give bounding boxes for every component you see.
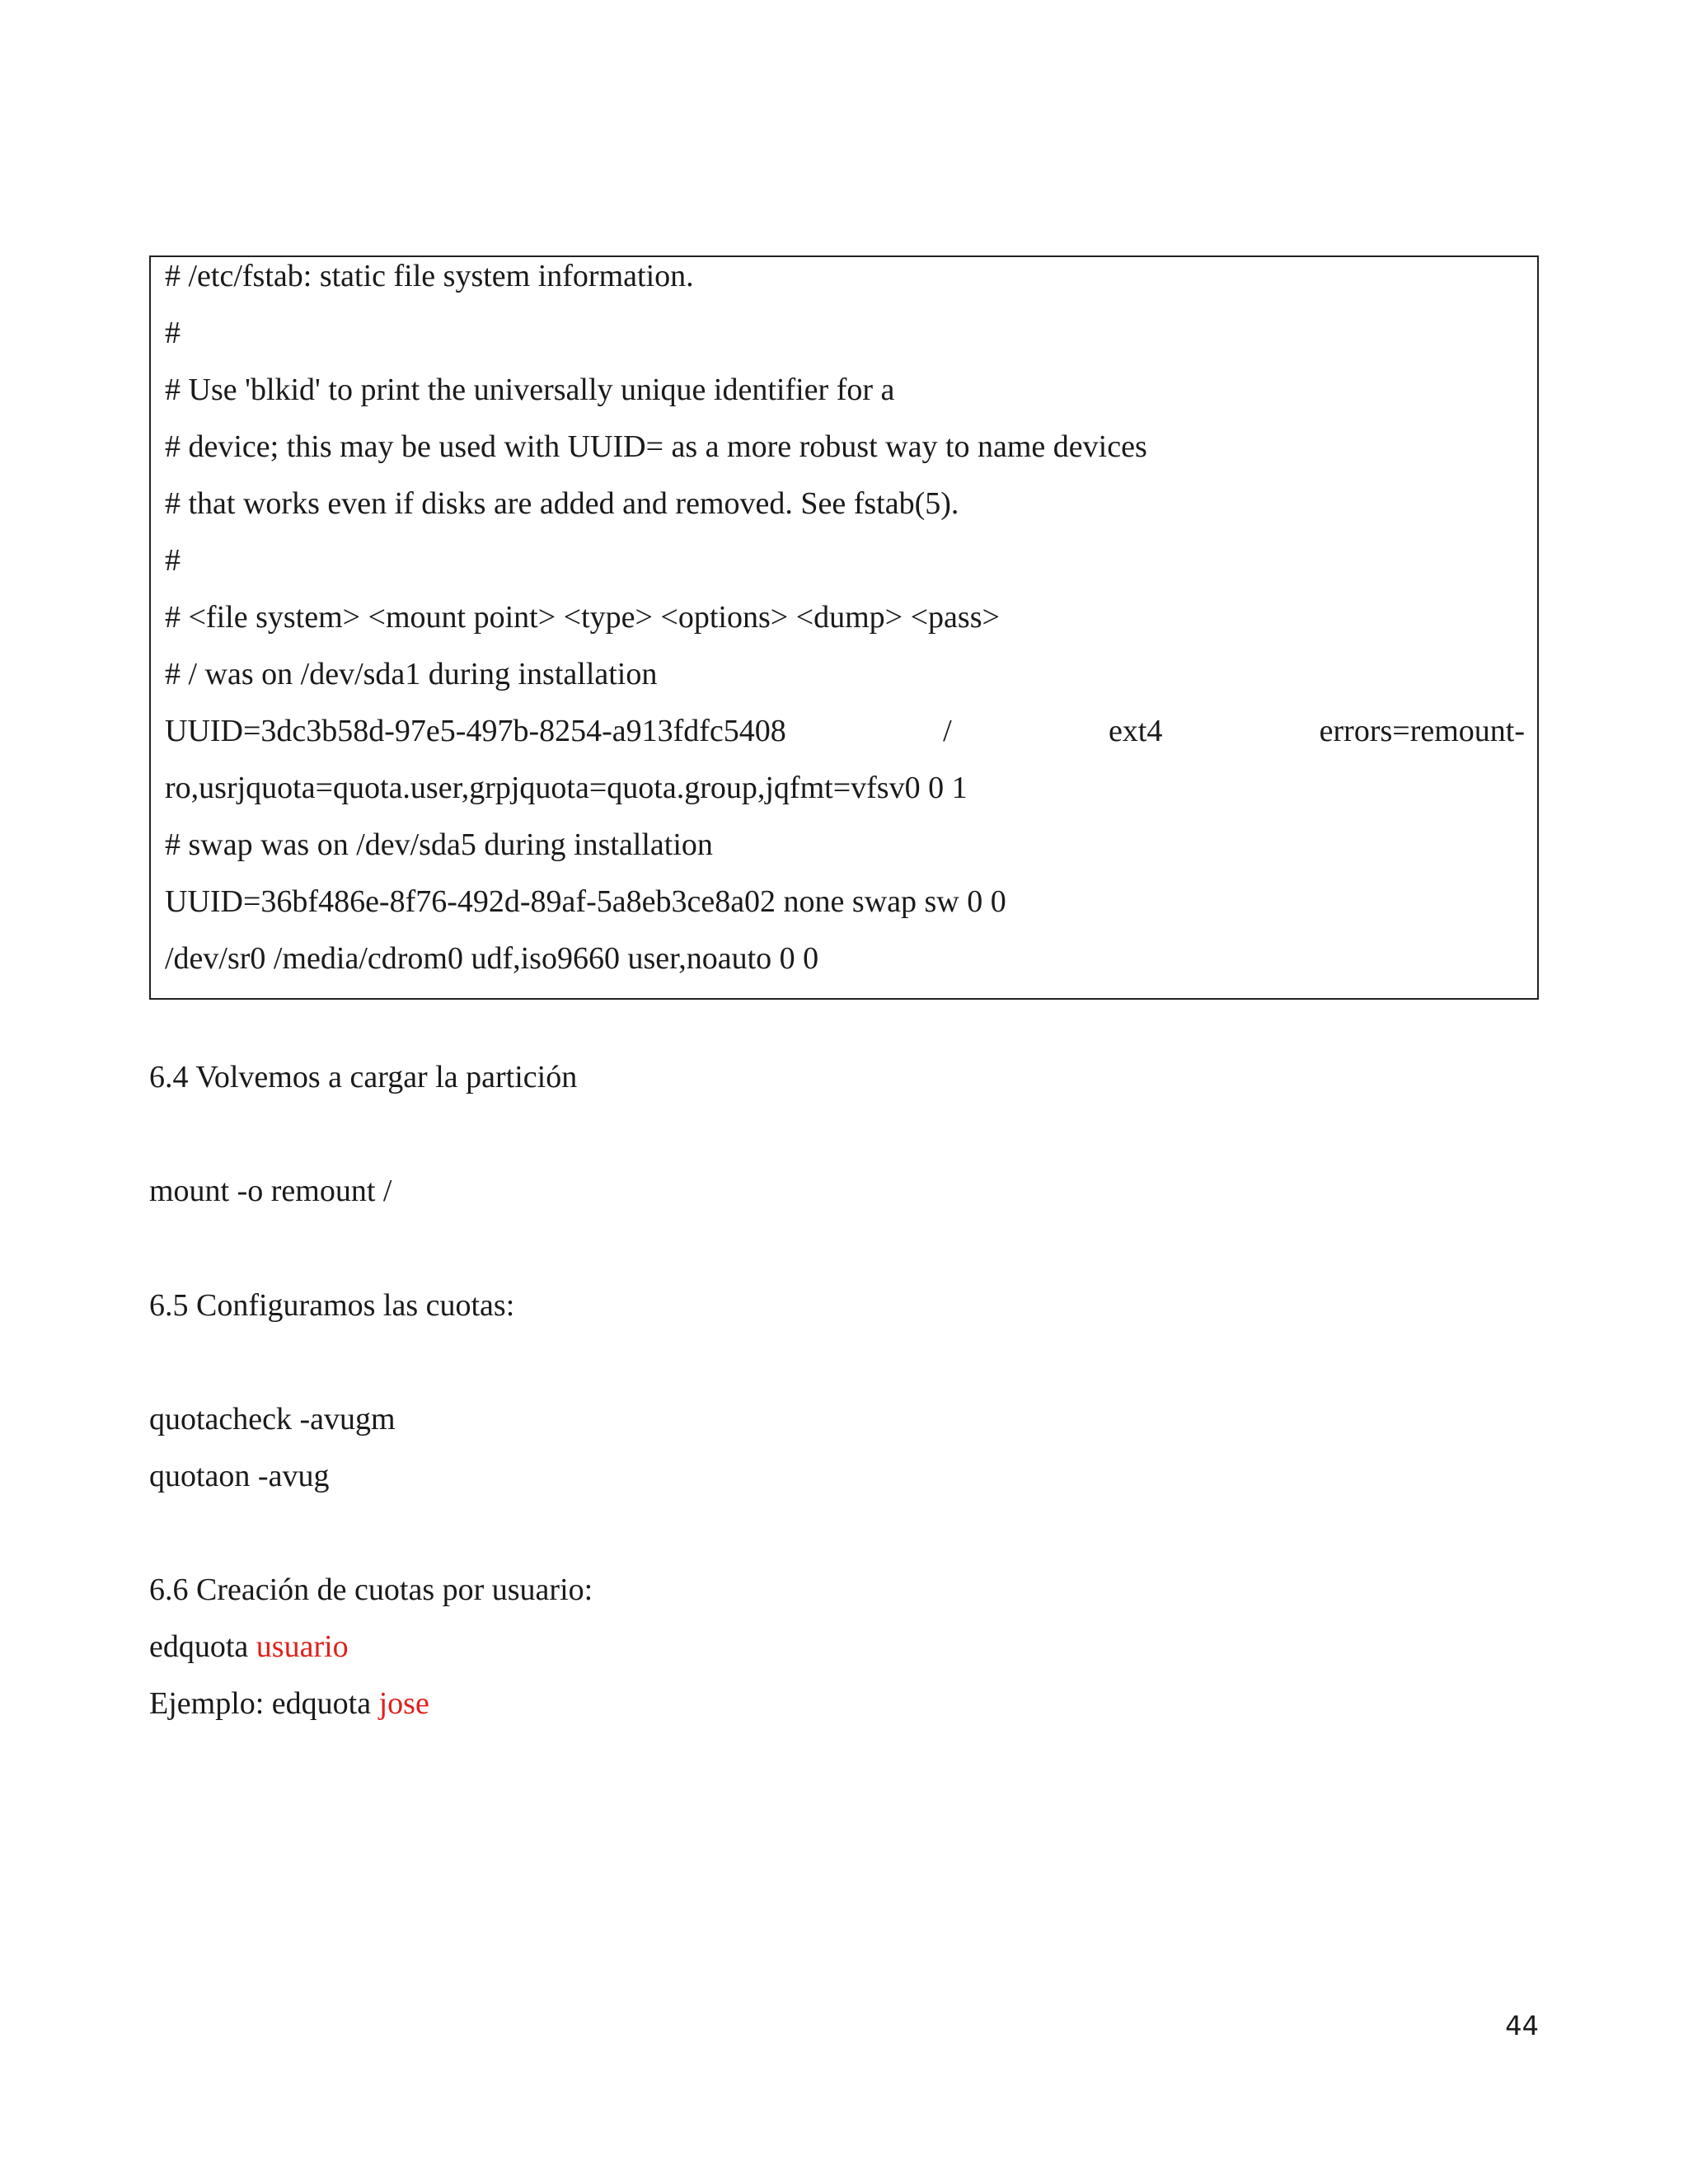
edquota-user-placeholder: usuario: [256, 1629, 349, 1664]
root-mount-point: /: [943, 714, 952, 748]
fstab-line: # <file system> <mount point> <type> <options> <dump> <pass>: [165, 600, 1000, 635]
fstab-swap-entry: UUID=36bf486e-8f76-492d-89af-5a8eb3ce8a02 none swap sw 0 0: [165, 884, 1006, 919]
root-fs-type: ext4: [1108, 714, 1163, 748]
fstab-line: # /etc/fstab: static file system information.: [165, 259, 694, 293]
edquota-command: [149, 1627, 349, 1666]
edquota-command-text: edquota: [149, 1629, 256, 1664]
edquota-example: [149, 1684, 429, 1723]
root-options-start: errors=remount-: [1319, 714, 1525, 748]
edquota-example-user: jose: [378, 1686, 429, 1721]
quotaon-command: quotaon -avug: [149, 1459, 330, 1493]
root-uuid: UUID=3dc3b58d-97e5-497b-8254-a913fdfc5408: [165, 714, 786, 748]
fstab-line: #: [165, 316, 181, 350]
quotacheck-command: quotacheck -avugm: [149, 1402, 396, 1436]
fstab-line: # device; this may be used with UUID= as a more robust way to name devices: [165, 429, 1147, 464]
fstab-cdrom-entry: /dev/sr0 /media/cdrom0 udf,iso9660 user,noauto 0 0: [165, 941, 819, 976]
fstab-swap-comment: # swap was on /dev/sda5 during installation: [165, 827, 713, 862]
fstab-line: # / was on /dev/sda1 during installation: [165, 657, 658, 691]
section-6-4-heading: 6.4 Volvemos a cargar la partición: [149, 1060, 578, 1094]
fstab-line: # Use 'blkid' to print the universally unique identifier for a: [165, 373, 895, 407]
fstab-line: # that works even if disks are added and removed. See fstab(5).: [165, 486, 959, 521]
fstab-line: #: [165, 543, 181, 578]
page-number: 44: [1505, 2010, 1539, 2041]
fstab-root-options: ro,usrjquota=quota.user,grpjquota=quota.group,jqfmt=vfsv0 0 1: [165, 771, 968, 805]
section-6-5-heading: 6.5 Configuramos las cuotas:: [149, 1288, 515, 1323]
edquota-example-text: Ejemplo: edquota: [149, 1686, 379, 1721]
section-6-6-heading: 6.6 Creación de cuotas por usuario:: [149, 1572, 593, 1607]
remount-command: mount -o remount /: [149, 1174, 392, 1208]
fstab-root-entry: [165, 711, 1525, 751]
